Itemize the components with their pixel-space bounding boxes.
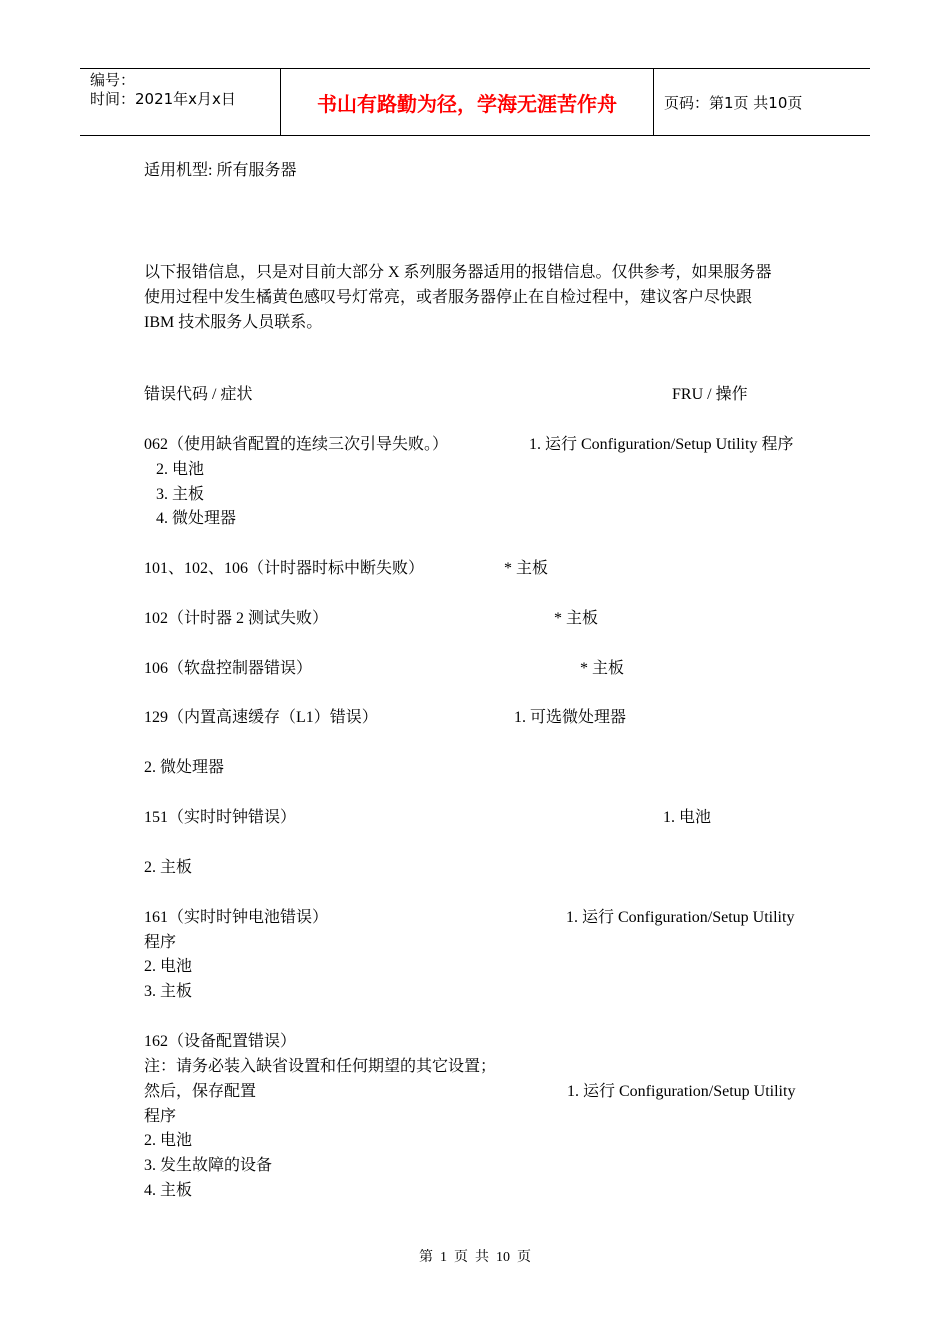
error-106-action: * 主板 <box>580 660 625 677</box>
error-062-action: 1. 运行 Configuration/Setup Utility 程序 <box>529 436 794 453</box>
error-162-note: 然后，保存配置 <box>144 1083 257 1100</box>
error-161-action: 1. 运行 Configuration/Setup Utility <box>566 909 795 926</box>
error-162-line: 3. 发生故障的设备 <box>144 1157 273 1174</box>
error-162-code: 162（设备配置错误） <box>144 1033 297 1050</box>
error-101-code: 101、102、106（计时器时标中断失败） <box>144 560 425 577</box>
error-101-action: * 主板 <box>504 560 549 577</box>
page-footer: 第 1 页 共 10 页 <box>419 1250 531 1265</box>
error-151-code: 151（实时时钟错误） <box>144 809 297 826</box>
error-162-note: 注：请务必装入缺省设置和任何期望的其它设置； <box>144 1058 497 1075</box>
error-151-action: 1. 电池 <box>663 809 712 826</box>
error-161-line: 2. 电池 <box>144 958 193 975</box>
error-162-line: 2. 电池 <box>144 1132 193 1149</box>
header-motto: 书山有路勤为径，学海无涯苦作舟 <box>281 69 654 135</box>
error-062-line: 4. 微处理器 <box>156 510 237 527</box>
error-062-line: 3. 主板 <box>156 486 205 503</box>
applicable-models: 适用机型: 所有服务器 <box>144 162 297 179</box>
document-time-label: 时间：2021年x月x日 <box>90 90 236 108</box>
error-161-line: 3. 主板 <box>144 983 193 1000</box>
error-106-code: 106（软盘控制器错误） <box>144 660 313 677</box>
error-161-code: 161（实时时钟电池错误） <box>144 909 329 926</box>
header-page-label: 页码：第1页 共10页 <box>664 93 803 112</box>
error-129-action: 1. 可选微处理器 <box>514 709 627 726</box>
error-129-code: 129（内置高速缓存（L1）错误） <box>144 709 378 726</box>
error-102-action: * 主板 <box>554 610 599 627</box>
error-062-line: 2. 电池 <box>156 461 205 478</box>
error-161-line: 程序 <box>144 934 177 951</box>
document-number-label: 编号： <box>90 71 136 89</box>
header-table <box>80 68 870 136</box>
column-header-code: 错误代码 / 症状 <box>144 386 253 403</box>
column-header-fru: FRU / 操作 <box>672 386 748 403</box>
error-162-action: 1. 运行 Configuration/Setup Utility <box>567 1083 796 1100</box>
header-left-cell <box>80 69 281 135</box>
error-129-line: 2. 微处理器 <box>144 759 225 776</box>
error-162-line: 程序 <box>144 1108 177 1125</box>
intro-line: 以下报错信息，只是对目前大部分 X 系列服务器适用的报错信息。仅供参考，如果服务器 <box>144 264 772 281</box>
error-162-line: 4. 主板 <box>144 1182 193 1199</box>
intro-line: 使用过程中发生橘黄色感叹号灯常亮，或者服务器停止在自检过程中，建议客户尽快跟 <box>144 289 753 306</box>
intro-line: IBM 技术服务人员联系。 <box>144 314 323 331</box>
error-151-line: 2. 主板 <box>144 859 193 876</box>
error-102-code: 102（计时器 2 测试失败） <box>144 610 329 627</box>
intro-paragraph <box>144 260 772 335</box>
error-062-code: 062（使用缺省配置的连续三次引导失败。） <box>144 436 449 453</box>
